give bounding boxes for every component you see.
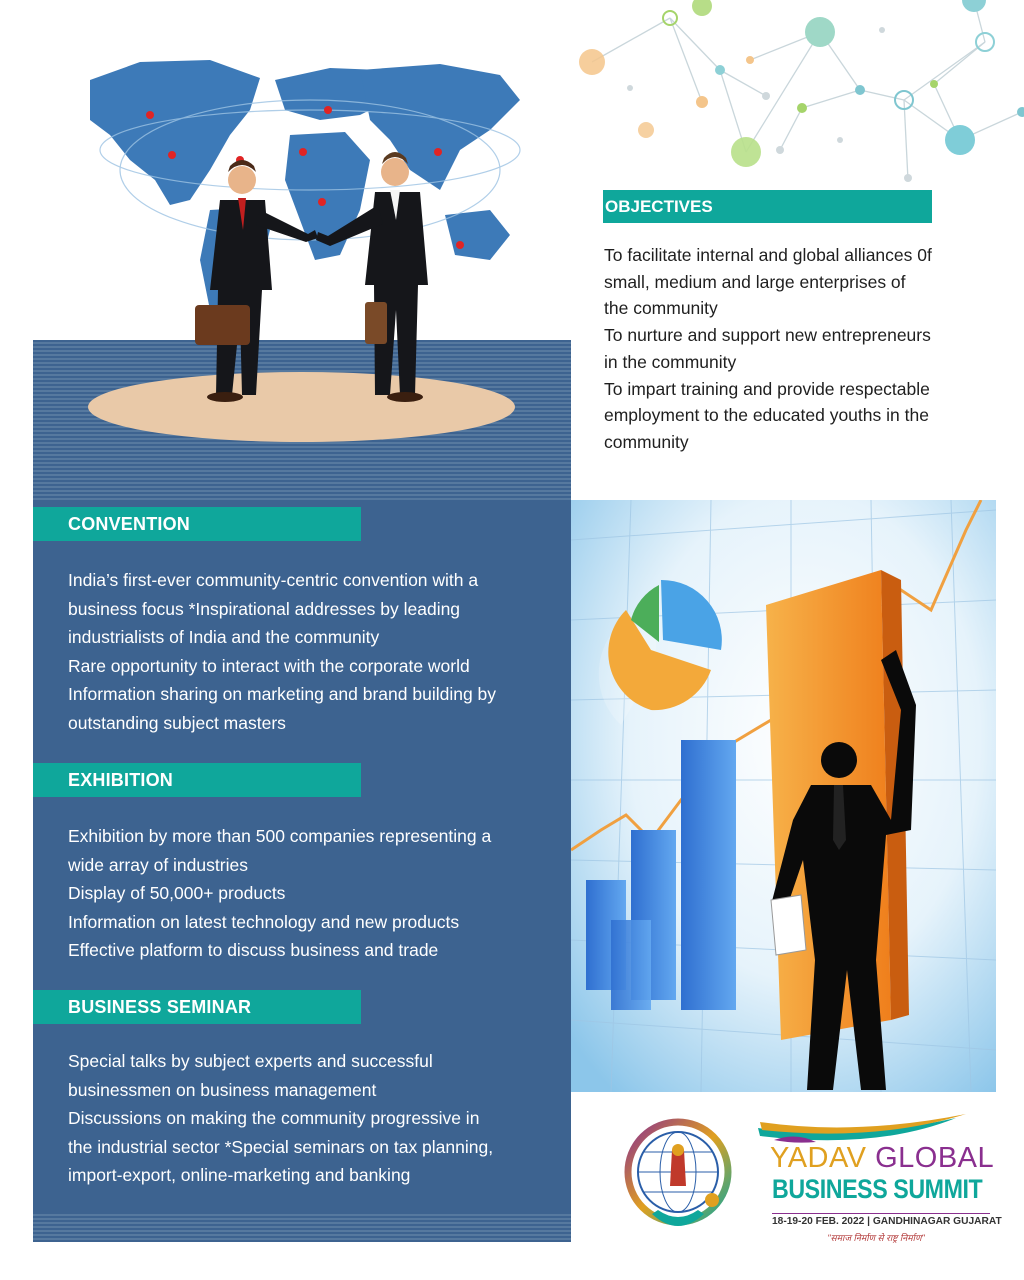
- objective-item: To facilitate internal and global alliances 0f small, medium and large enterprises of the community: [604, 245, 932, 319]
- community-emblem-logo: [622, 1116, 734, 1236]
- exhibition-item: Exhibition by more than 500 companies representing a wide array of industries: [68, 826, 492, 875]
- objectives-list: [604, 242, 1004, 456]
- business-seminar-heading: BUSINESS SEMINAR: [33, 990, 361, 1024]
- logo-tagline: "समाज निर्माण से राष्ट्र निर्माण": [827, 1233, 925, 1243]
- exhibition-item: Display of 50,000+ products: [68, 883, 286, 903]
- convention-list: [68, 566, 558, 737]
- logo-global-text: GLOBAL: [875, 1142, 995, 1174]
- growth-chart-illustration: [571, 500, 996, 1092]
- logo-word-row: [770, 1142, 994, 1175]
- exhibition-item: Effective platform to discuss business and trade: [68, 940, 439, 960]
- exhibition-list: [68, 822, 558, 965]
- business-handshake-illustration: [60, 40, 560, 420]
- business-seminar-list: [68, 1047, 558, 1190]
- convention-item: India’s first-ever community-centric convention with a business focus *Inspirational addresses by leading industrialists of India and the community: [68, 570, 479, 647]
- panel-stripes-bottom: [33, 1212, 571, 1242]
- exhibition-heading: EXHIBITION: [33, 763, 361, 797]
- network-dots-graphic: [570, 0, 1024, 185]
- exhibition-item: Information on latest technology and new products: [68, 911, 460, 932]
- objective-item: To nurture and support new entrepreneurs in the community: [604, 325, 931, 372]
- seminar-item: Discussions on making the community progressive in the industrial sector *Special seminars on tax planning, import-export, online-marketing and banking: [68, 1108, 494, 1185]
- yadav-global-business-summit-logo: [756, 1112, 1002, 1248]
- logo-business-summit-text: BUSINESS SUMMIT: [772, 1174, 983, 1204]
- logo-date-line: 18-19-20 FEB. 2022 | GANDHINAGAR GUJARAT: [772, 1213, 990, 1227]
- convention-heading: CONVENTION: [33, 507, 361, 541]
- objective-item: To impart training and provide respectable employment to the educated youths in the community: [604, 378, 930, 452]
- logo-yadav-text: YADAV: [770, 1142, 867, 1174]
- objectives-heading: OBJECTIVES: [603, 190, 932, 223]
- seminar-item: Special talks by subject experts and successful businessmen on business management: [68, 1051, 433, 1100]
- convention-item: Rare opportunity to interact with the corporate world: [68, 655, 470, 676]
- convention-item: Information sharing on marketing and brand building by outstanding subject masters: [68, 684, 497, 733]
